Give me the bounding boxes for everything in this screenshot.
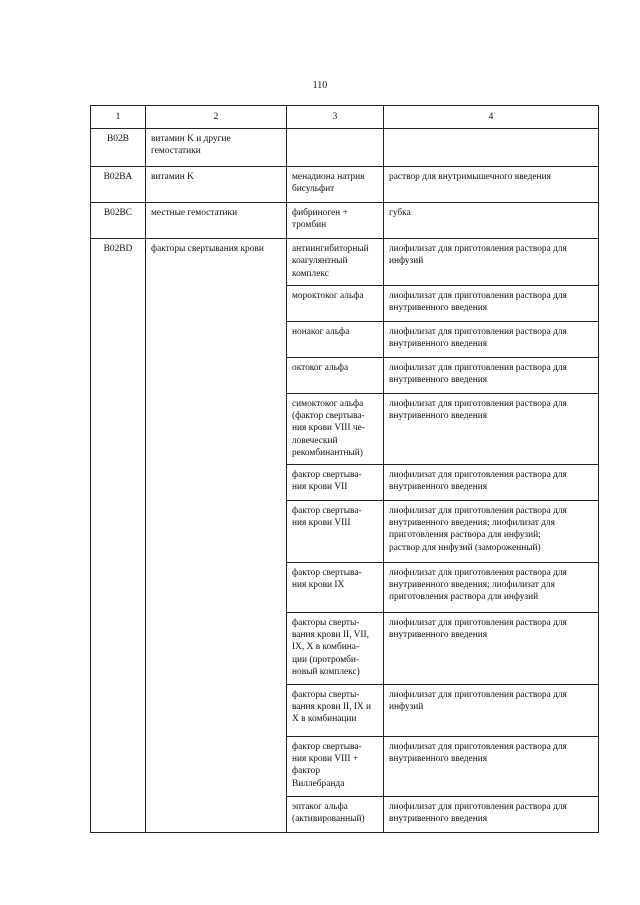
column-header: 4 [384,106,599,129]
dosage-form-cell [384,129,599,167]
dosage-form-cell: лиофилизат для приготовления раствора для внутривенного введения [384,464,599,500]
dosage-form-cell: лиофилизат для приготовления раствора для внутривенного введения [384,612,599,684]
drug-name-cell: фактор свертыва- ния крови VII [287,464,384,500]
column-header: 3 [287,106,384,129]
table-row [91,129,599,167]
dosage-form-cell: лиофилизат для приготовления раствора для внутривенного введения [384,796,599,832]
dosage-form-cell: лиофилизат для приготовления раствора для внутривенного введения; лиофилизат для приготовления раствора для инфузий [384,562,599,612]
dosage-form-cell: раствор для внутримышечного введения [384,167,599,203]
table-body [91,129,599,833]
drug-name-cell: фактор свертыва- ния крови VIII + фактор Виллебранда [287,736,384,796]
dosage-form-cell: лиофилизат для приготовления раствора для внутривенного введения [384,321,599,357]
drug-name-cell: мороктоког альфа [287,285,384,321]
drug-name-cell: антиингибиторный коагулянтный комплекс [287,239,384,286]
atc-code-cell: B02BD [91,239,146,833]
dosage-form-cell: лиофилизат для приготовления раствора для внутривенного введения [384,357,599,393]
atc-code-cell: B02BA [91,167,146,203]
table-header-row [91,106,599,129]
table-row [91,167,599,203]
table-row [91,203,599,239]
column-header: 1 [91,106,146,129]
group-name-cell: местные гемостатики [146,203,287,239]
atc-code-cell: B02BC [91,203,146,239]
drug-name-cell: фактор свертыва- ния крови IX [287,562,384,612]
dosage-form-cell: лиофилизат для приготовления раствора для инфузий [384,684,599,736]
dosage-form-cell: лиофилизат для приготовления раствора для внутривенного введения; лиофилизат для приготовления раствора для инфузий; раствор для инфузий (замороженный) [384,500,599,562]
drug-name-cell: октоког альфа [287,357,384,393]
dosage-form-cell: лиофилизат для приготовления раствора для внутривенного введения [384,285,599,321]
dosage-form-cell: лиофилизат для приготовления раствора для внутривенного введения [384,736,599,796]
drug-table [90,105,599,833]
dosage-form-cell: губка [384,203,599,239]
atc-code-cell: B02B [91,129,146,167]
drug-name-cell: эптаког альфа (активированный) [287,796,384,832]
table-row [91,239,599,286]
dosage-form-cell: лиофилизат для приготовления раствора для внутривенного введения [384,393,599,464]
drug-name-cell: факторы сверты- вания крови II, VII, IX, X в комбина- ции (протромби- новый комплекс) [287,612,384,684]
dosage-form-cell: лиофилизат для приготовления раствора для инфузий [384,239,599,286]
drug-name-cell: фактор свертыва- ния крови VIII [287,500,384,562]
group-name-cell: витамин K и другие гемостатики [146,129,287,167]
drug-name-cell: менадиона натрия бисульфит [287,167,384,203]
page-number: 110 [312,80,328,91]
drug-name-cell: факторы сверты- вания крови II, IX и X в комбинации [287,684,384,736]
drug-name-cell: нонаког альфа [287,321,384,357]
drug-name-cell: симоктоког альфа (фактор свертыва- ния крови VIII че- ловеческий рекомбинантный) [287,393,384,464]
group-name-cell: факторы свертывания крови [146,239,287,833]
drug-name-cell [287,129,384,167]
group-name-cell: витамин K [146,167,287,203]
column-header: 2 [146,106,287,129]
drug-name-cell: фибриноген + тромбин [287,203,384,239]
